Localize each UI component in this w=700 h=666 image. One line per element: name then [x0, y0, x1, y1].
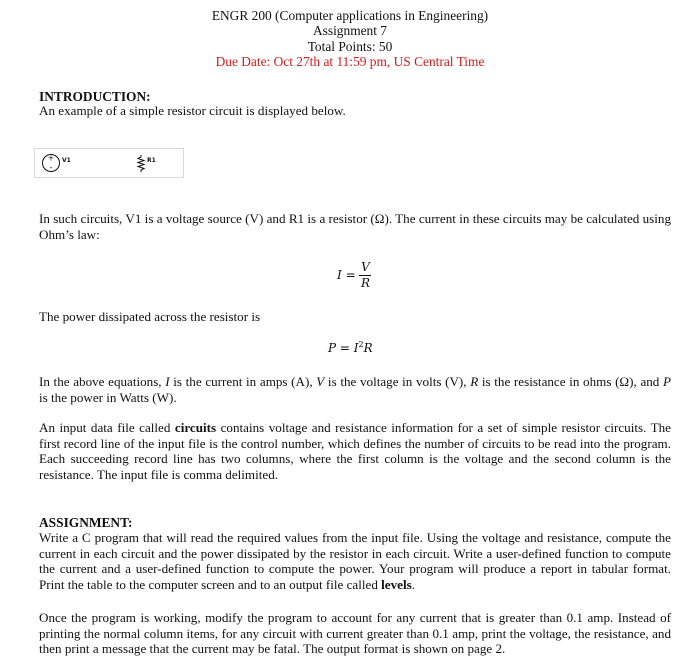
- eq-equals: =: [345, 268, 356, 282]
- text-segment: Write a C program that will read the required values from the input file. Using the voltage and resistance, compute the current in each circuit and the power dissipated by the resistor in each circuit. Write a user-defined function to compute the current and a user-defined function to compute the power. Your program will produce a report in tabular format. Print the table to the computer screen and to an output file called: [39, 530, 671, 593]
- eq-resistance-symbol: R: [363, 341, 373, 355]
- var-i: I: [165, 374, 170, 389]
- input-file-description: [39, 420, 671, 483]
- document-header: [0, 8, 700, 69]
- var-r: R: [470, 374, 479, 389]
- text-segment: In the above equations,: [39, 374, 166, 389]
- equations-description: [39, 374, 671, 405]
- eq-power-symbol: P: [328, 341, 337, 355]
- power-equation: [328, 340, 373, 355]
- text-segment: is the voltage in volts (V),: [324, 374, 471, 389]
- input-file-name: circuits: [174, 420, 217, 435]
- modification-text: Once the program is working, modify the program to account for any current that is greater than 0.1 amp. Instead of printing the normal column items, for any circuit with current greater than 0.1 amp, print the voltage, the resistance, and then print a message that the current may be fatal. The output format is shown on page 2.: [39, 610, 671, 657]
- assignment-heading: ASSIGNMENT:: [39, 515, 133, 530]
- resistor-circuit-diagram: [34, 148, 184, 183]
- eq-denominator: R: [360, 276, 370, 290]
- assignment-text: [39, 530, 671, 593]
- eq-current-symbol: I: [353, 341, 359, 355]
- minus-sign: -: [49, 163, 53, 172]
- var-v: V: [316, 374, 325, 389]
- output-file-name: levels: [381, 577, 412, 593]
- ohms-law-intro: In such circuits, V1 is a voltage source (V) and R1 is a resistor (Ω). The current in these circuits may be calculated using Ohm’s law:: [39, 211, 671, 242]
- text-segment: An input data file called: [39, 420, 175, 435]
- course-title: ENGR 200 (Computer applications in Engineering): [211, 8, 489, 23]
- text-segment: is the current in amps (A),: [169, 374, 317, 389]
- eq-numerator: V: [361, 260, 370, 274]
- introduction-heading: INTRODUCTION:: [39, 89, 151, 104]
- var-p: P: [663, 374, 671, 389]
- plus-sign: +: [47, 153, 55, 163]
- introduction-text: An example of a simple resistor circuit is displayed below.: [39, 103, 346, 118]
- eq-current-symbol: I: [337, 268, 342, 282]
- resistor-symbol: [138, 155, 144, 172]
- source-label-v1: V1: [62, 157, 71, 164]
- voltage-source-symbol: [43, 154, 60, 173]
- text-segment: is the power in Watts (W).: [39, 389, 177, 405]
- resistor-label-r1: R1: [147, 157, 156, 164]
- assignment-number: Assignment 7: [312, 23, 388, 39]
- text-segment: .: [411, 577, 415, 593]
- power-intro: The power dissipated across the resistor is: [39, 309, 261, 324]
- text-segment: contains voltage and resistance information for a set of simple resistor circuits. The first record line of the input file is the control number, which defines the number of circuits to be read into the program. Each succeeding record line has two columns, where the first column is the voltage and the second column is the resistance. The input file is comma delimited.: [39, 420, 671, 483]
- eq-equals: =: [339, 341, 350, 355]
- due-date: Due Date: Oct 27th at 11:59 pm, US Central Time: [215, 53, 485, 69]
- eq-fraction: [359, 261, 371, 290]
- eq-exponent: 2: [358, 340, 364, 349]
- text-segment: is the resistance in ohms (Ω), and: [478, 374, 663, 389]
- total-points: Total Points: 50: [307, 38, 393, 54]
- ohms-law-equation: [337, 261, 371, 290]
